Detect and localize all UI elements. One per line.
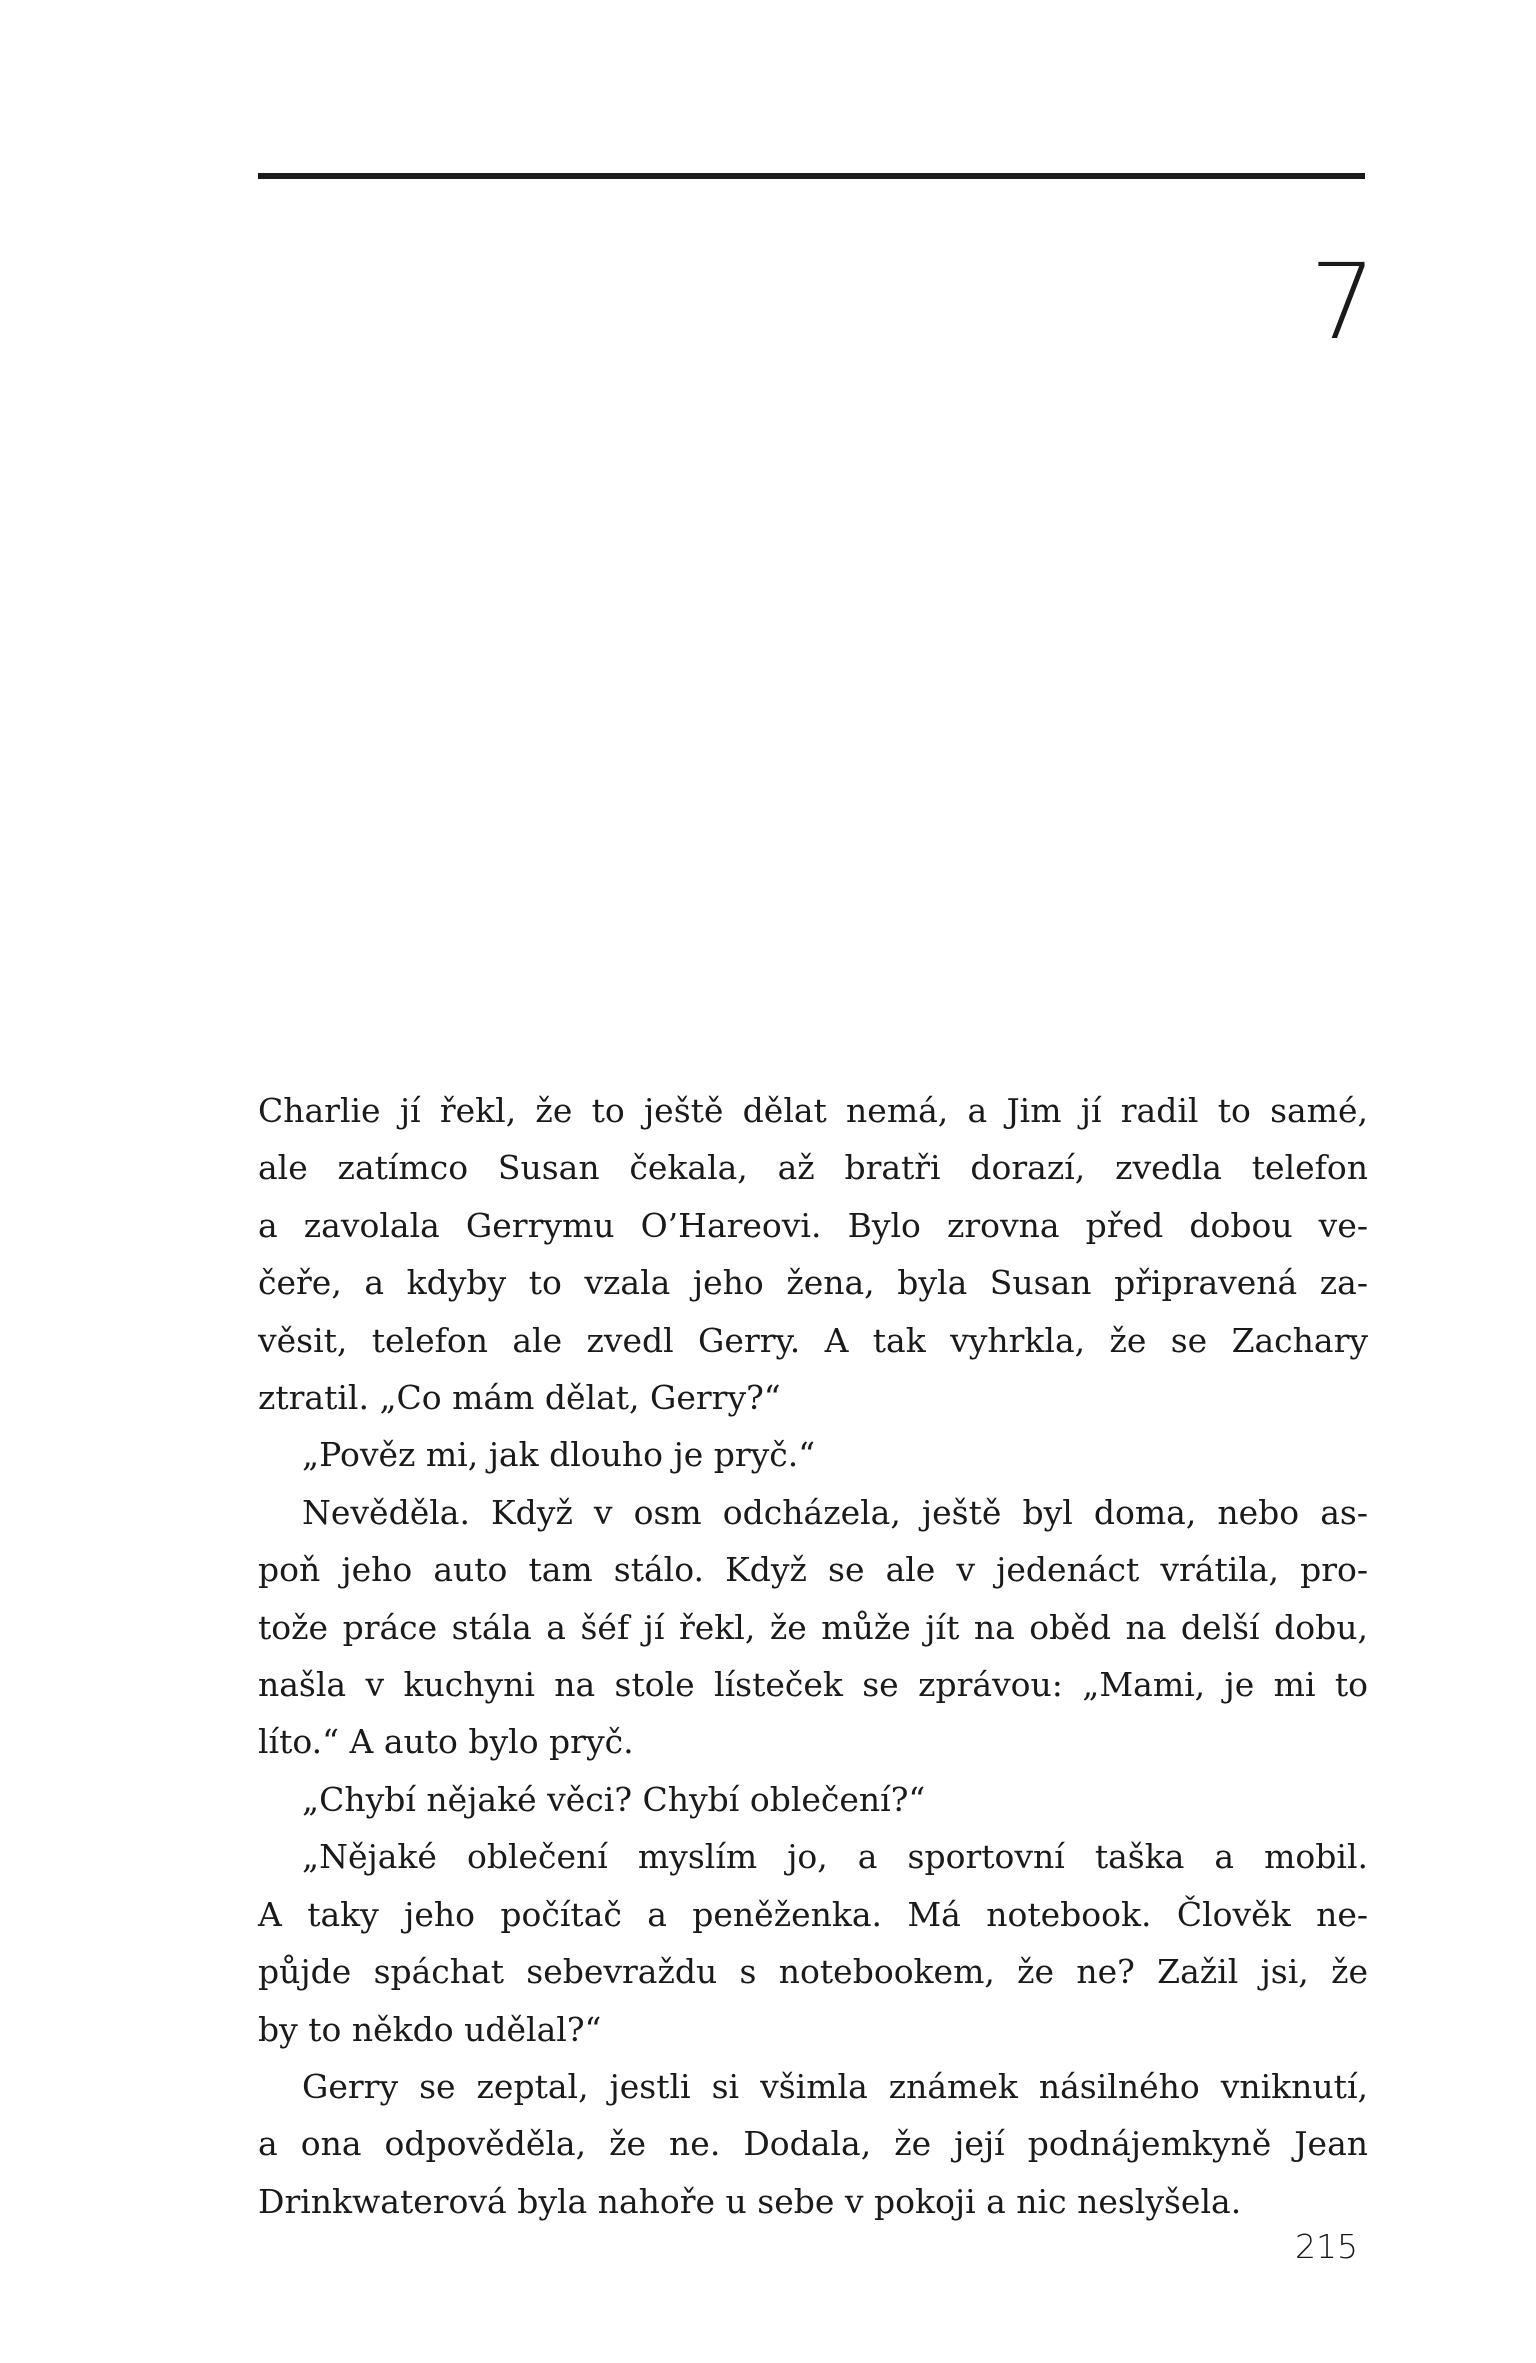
text-line: Drinkwaterová byla nahoře u sebe v pokoji a nic neslyšela. xyxy=(258,2181,1242,2221)
chapter-rule xyxy=(258,173,1365,179)
text-line: a zavolala Gerrymu O’Hareovi. Bylo zrovna před dobou ve- xyxy=(258,1205,1368,1245)
chapter-body-text xyxy=(258,1082,1368,2230)
page-number: 215 xyxy=(1295,2227,1358,2266)
text-line: „Nějaké oblečení myslím jo, a sportovní taška a mobil. xyxy=(302,1837,1368,1877)
text-line: „Pověz mi, jak dlouho je pryč.“ xyxy=(302,1435,816,1475)
text-line: Gerry se zeptal, jestli si všimla známek násilného vniknutí, xyxy=(302,2066,1368,2106)
text-line: „Chybí nějaké věci? Chybí oblečení?“ xyxy=(302,1779,926,1819)
text-line: ztratil. „Co mám dělat, Gerry?“ xyxy=(258,1378,781,1418)
text-line: a ona odpověděla, že ne. Dodala, že její podnájemkyně Jean xyxy=(258,2124,1368,2164)
text-line: by to někdo udělal?“ xyxy=(258,2009,602,2049)
text-line: věsit, telefon ale zvedl Gerry. A tak vyhrkla, že se Zachary xyxy=(258,1320,1368,1360)
text-line: půjde spáchat sebevraždu s notebookem, že ne? Zažil jsi, že xyxy=(258,1952,1368,1992)
text-line: Charlie jí řekl, že to ještě dělat nemá, a Jim jí radil to samé, xyxy=(258,1091,1368,1130)
text-line: poň jeho auto tam stálo. Když se ale v jedenáct vrátila, pro- xyxy=(258,1550,1368,1590)
chapter-number: 7 xyxy=(1309,241,1376,363)
text-line: Nevěděla. Když v osm odcházela, ještě byl doma, nebo as- xyxy=(302,1492,1368,1532)
text-line: ale zatímco Susan čekala, až bratři dorazí, zvedla telefon xyxy=(258,1148,1368,1188)
text-line: tože práce stála a šéf jí řekl, že může jít na oběd na delší dobu, xyxy=(258,1607,1368,1647)
text-line: čeře, a kdyby to vzala jeho žena, byla Susan připravená za- xyxy=(258,1263,1368,1303)
text-line: líto.“ A auto bylo pryč. xyxy=(258,1722,634,1762)
text-line: A taky jeho počítač a peněženka. Má notebook. Člověk ne- xyxy=(258,1894,1368,1934)
text-line: našla v kuchyni na stole lísteček se zprávou: „Mami, je mi to xyxy=(258,1665,1368,1705)
